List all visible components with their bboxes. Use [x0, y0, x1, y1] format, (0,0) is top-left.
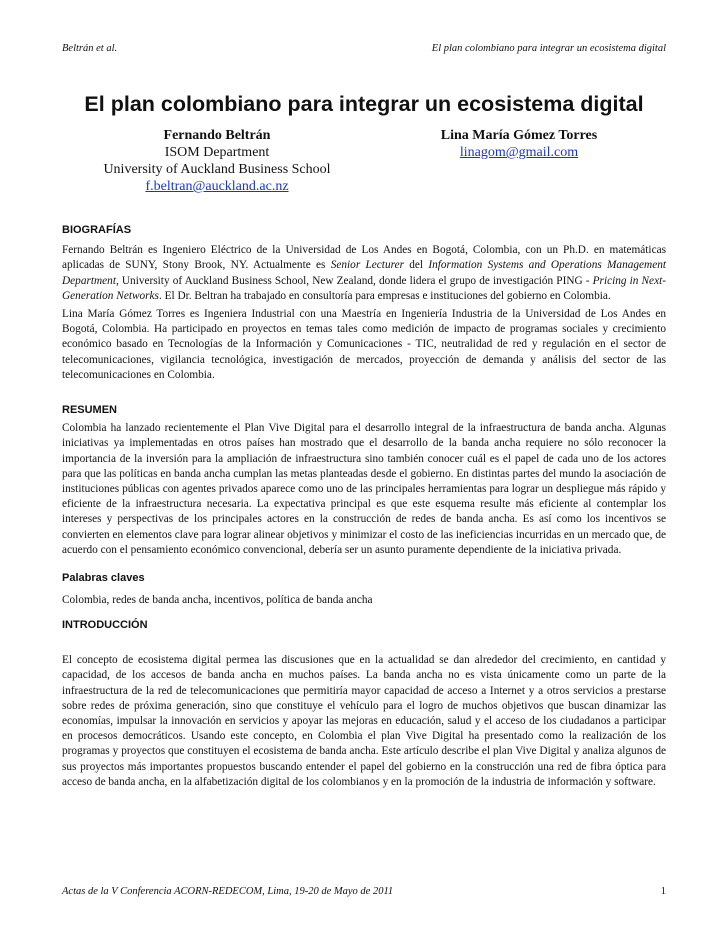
- text-run-italic: Information Systems and Operations Management Department: [62, 259, 666, 287]
- section-heading: RESUMEN: [62, 404, 118, 416]
- section-introduccion: [62, 618, 666, 790]
- text-run: , University of Auckland Business School, New Zealand, donde lidera el grupo de investigación PING -: [115, 274, 593, 287]
- author-email-link[interactable]: linagom@gmail.com: [459, 145, 579, 160]
- text-run-italic: Senior Lecturer: [330, 259, 404, 272]
- text-run: Fernando Beltrán es Ingeniero Eléctrico de la Universidad de Los Andes en Bogotá, Colombia, con un Ph.D. en matemáticas aplicadas de SUNY, Stony Brook, NY. Actualmente es: [62, 244, 666, 272]
- page-number: 1: [660, 886, 666, 897]
- section-heading: Palabras claves: [62, 572, 145, 584]
- running-header-left: Beltrán et al.: [62, 43, 118, 54]
- section-palabras-claves: [62, 571, 666, 608]
- paragraph: Colombia ha lanzado recientemente el Plan Vive Digital para el desarrollo integral de la infraestructura de banda ancha. Algunas iniciativas ya implementadas en otros países han mostrado que el desarrollo de la banda ancha requiere no sólo reconocer la importancia de la inversión para la ampliación de infraestructura sino también conocer cuál es el papel de cada uno de los actores para que las políticas en banda ancha cumplan las metas planteadas desde el gobierno. En distintas partes del mundo la asociación de instituciones públicas con agentes privados aparece como uno de las principales herramientas para lograr un despliegue más rápido y eficiente de la infraestructura necesaria. La expectativa principal es que este esquema resulte más eficiente al contemplar los intereses y perspectivas de los principales actores en la construcción de redes de banda ancha. Es así como los incentivos se convierten en elementos clave para lograr alinear objetivos y minimizar el costo de las ineficiencias incurridas en un mercado que, de acuerdo con el pensamiento económico convencional, debería ser un asunto puramente dependiente de la iniciativa privada.: [62, 422, 666, 556]
- author-affiliation: ISOM Department: [164, 145, 270, 160]
- paragraph: Colombia, redes de banda ancha, incentivos, política de banda ancha: [62, 594, 373, 607]
- section-heading: BIOGRAFÍAS: [62, 224, 132, 236]
- section-heading: INTRODUCCIÓN: [62, 619, 148, 631]
- author-block-beltran: [62, 127, 372, 195]
- author-email-link[interactable]: f.beltran@auckland.ac.nz: [145, 179, 289, 194]
- paragraph: El concepto de ecosistema digital permea las discusiones que en la actualidad se dan alrededor del crecimiento, en cantidad y capacidad, de los accesos de banda ancha en muchos países. La banda ancha no es vista únicamente como un parte de la infraestructura de la red de telecomunicaciones que permitiría mayor capacidad de acceso a Internet y a otros servicios a prestarse sobre redes de próxima generación, sino que constituye el vehículo para el logro de muchos objetivos que buscan dinamizar las economías, impulsar la innovación en servicios y apoyar las mejoras en educación, salud y el acceso de los ciudadanos a participar en procesos democráticos. Usando este concepto, en Colombia el plan Vive Digital ha presentado como la realización de los programas y proyectos que constituyen el ecosistema de banda ancha. Este artículo describe el plan Vive Digital y analiza algunos de sus proyectos más importantes propuestos buscando entender el papel del gobierno en la construcción una red de fibra óptica para acceso de banda ancha, en la alfabetización digital de los colombianos y en la promoción de la industria de información y software.: [62, 654, 666, 788]
- paragraph: Lina María Gómez Torres es Ingeniera Industrial con una Maestría en Ingeniería Industria de la Universidad de Los Andes en Bogotá, Colombia. Ha participado en proyectos en temas tales como medición de impacto de programas sociales y crecimiento económico basado en Tecnologías de la Información y Comunicaciones - TIC, neutralidad de red y regulación en el sector de telecomunicaciones, vigilancia tecnológica, investigación de mercados, proyección de demanda y análisis del sector de las telecomunicaciones en Colombia.: [62, 308, 666, 381]
- section-biografias: [62, 223, 666, 383]
- text-run: . El Dr. Beltran ha trabajado en consultoría para empresas e instituciones del gobierno en Colombia.: [158, 289, 611, 302]
- section-resumen: [62, 403, 666, 558]
- page-footer: [62, 886, 666, 897]
- running-header-right: El plan colombiano para integrar un ecosistema digital: [431, 43, 666, 54]
- paper-title: El plan colombiano para integrar un ecosistema digital: [84, 92, 644, 116]
- footer-citation: Actas de la V Conferencia ACORN-REDECOM, Lima, 19-20 de Mayo de 2011: [62, 886, 394, 897]
- author-name: Fernando Beltrán: [163, 128, 271, 143]
- paragraph: [62, 243, 666, 304]
- author-block-gomez: [372, 127, 666, 161]
- text-run: del: [403, 259, 429, 272]
- text-run-italic: Pricing in Next-Generation Networks: [62, 274, 666, 302]
- author-name: Lina María Gómez Torres: [440, 128, 598, 143]
- author-affiliation: University of Auckland Business School: [103, 162, 331, 177]
